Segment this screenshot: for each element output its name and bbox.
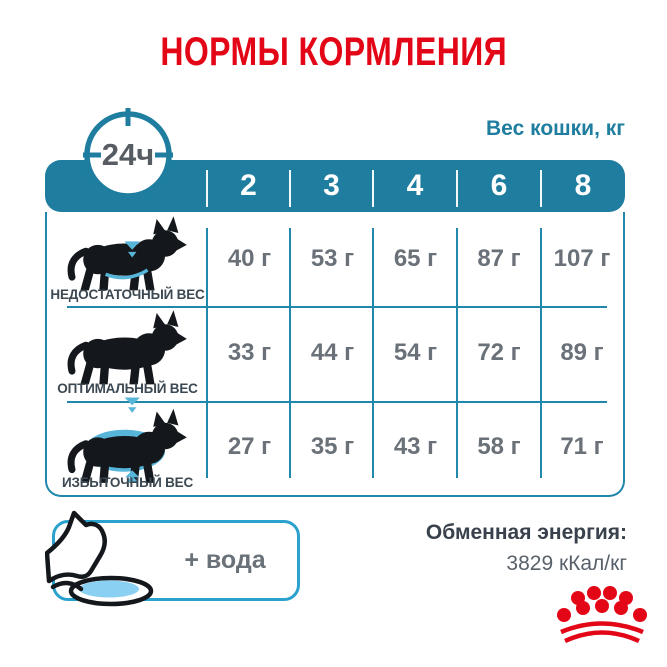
cat-overweight-icon (65, 396, 191, 483)
feeding-table (45, 160, 625, 497)
table-rows (47, 212, 623, 495)
energy-info (426, 521, 627, 576)
feeding-value: 44 г (310, 339, 355, 366)
column-header-8kg: 8 (574, 169, 592, 202)
feeding-value: 89 г (560, 339, 604, 366)
row-label: НЕДОСТАТОЧНЫЙ ВЕС (50, 287, 205, 302)
row-label: ИЗБЫТОЧНЫЙ ВЕС (61, 475, 194, 490)
royal-canin-crown-logo (556, 584, 648, 662)
table-body (45, 212, 625, 497)
feeding-value: 40 г (227, 245, 272, 272)
water-card (52, 520, 300, 601)
feeding-value: 43 г (393, 433, 438, 460)
cat-underweight-icon (65, 214, 191, 294)
feeding-value: 65 г (393, 245, 438, 272)
feeding-value: 54 г (393, 339, 438, 366)
weight-axis-label: Вес кошки, кг (486, 117, 625, 140)
column-header-6kg: 6 (490, 169, 508, 202)
feeding-value: 107 г (553, 245, 611, 272)
page-title-text: НОРМЫ КОРМЛЕНИЯ (160, 30, 507, 74)
cat-optimal-icon (65, 308, 191, 388)
table-row-underweight-label-cell (47, 212, 208, 306)
feeding-value: 35 г (310, 433, 355, 460)
water-note: + вода (184, 546, 266, 574)
cat-drinking-icon (45, 507, 177, 615)
feeding-value: 33 г (227, 339, 272, 366)
column-header-4kg: 4 (406, 169, 424, 202)
feeding-value: 72 г (477, 339, 521, 366)
table-row-optimal-label-cell (47, 306, 208, 400)
energy-label: Обменная энергия: (425, 521, 627, 544)
column-header-3kg: 3 (323, 169, 340, 202)
energy-value: 3829 кКал/кг (506, 552, 627, 575)
column-header-2kg: 2 (240, 169, 257, 202)
feeding-value: 53 г (310, 245, 355, 272)
feeding-value: 87 г (477, 245, 521, 272)
page-title (0, 30, 667, 74)
feeding-value: 71 г (560, 433, 604, 460)
clock-24h-icon (80, 107, 176, 203)
table-row-overweight-label-cell (47, 400, 208, 494)
row-label: ОПТИМАЛЬНЫЙ ВЕС (57, 381, 198, 396)
clock-24h-label: 24ч (101, 137, 155, 172)
feeding-value: 58 г (477, 433, 521, 460)
feeding-value: 27 г (227, 433, 272, 460)
